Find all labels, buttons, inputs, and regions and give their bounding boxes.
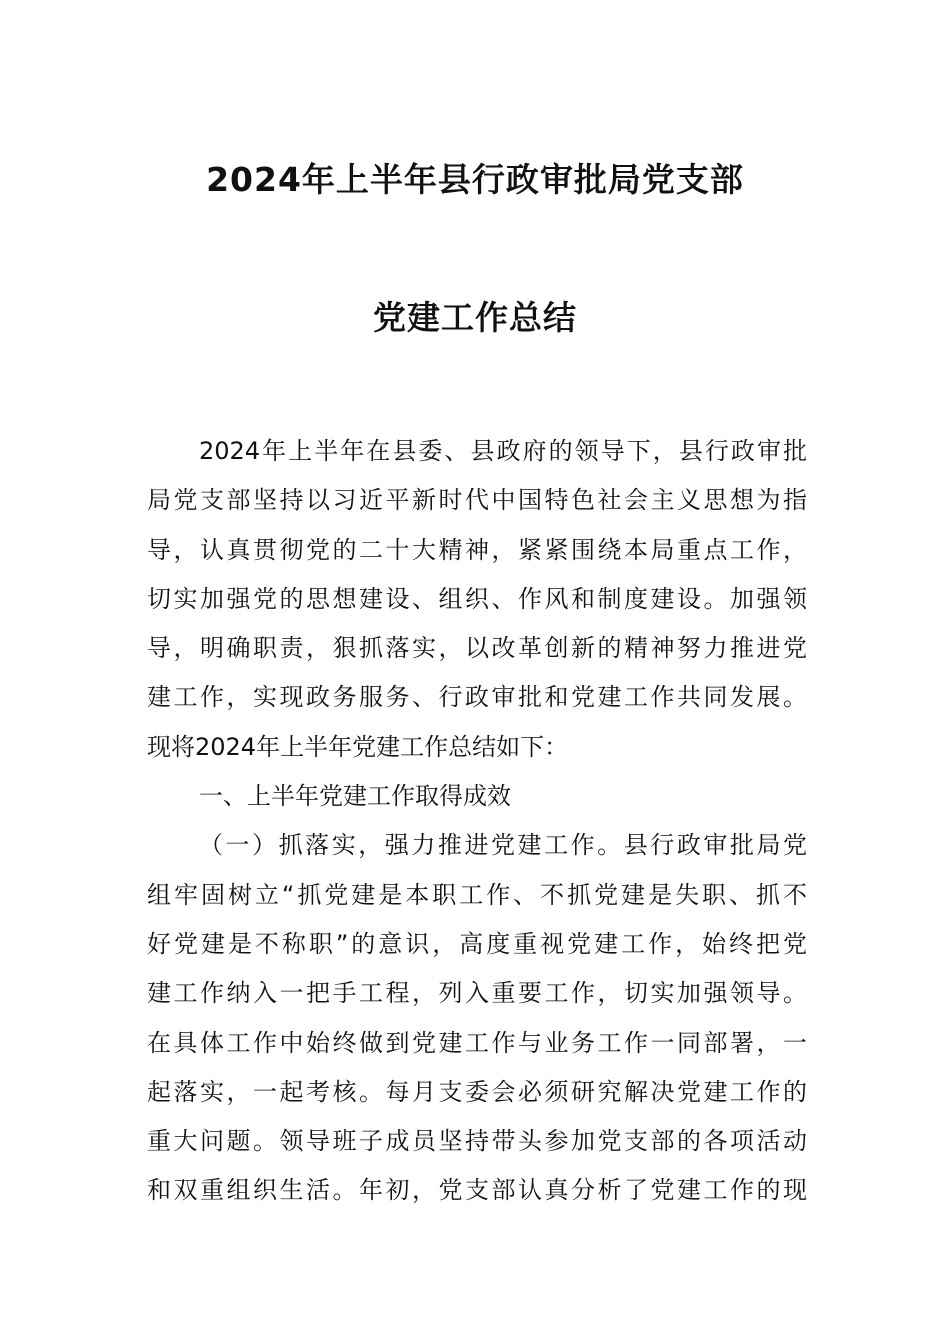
body-text-line: 好党建是不称职”的意识，高度重视党建工作，始终把党 <box>147 929 807 958</box>
document-body <box>147 427 807 1216</box>
body-text-line: 导，明确职责，狠抓落实，以改革创新的精神努力推进党 <box>147 634 807 663</box>
document-title-line-1: 2024年上半年县行政审批局党支部 <box>206 160 744 199</box>
body-text-line: 2024年上半年在县委、县政府的领导下，县行政审批 <box>199 437 807 465</box>
body-text-line: 和双重组织生活。年初，党支部认真分析了党建工作的现 <box>147 1176 807 1205</box>
body-text-line: 一、上半年党建工作取得成效 <box>199 782 511 811</box>
document-title-line-2: 党建工作总结 <box>373 298 577 337</box>
body-text-line: （一）抓落实，强力推进党建工作。县行政审批局党 <box>199 831 807 860</box>
body-text-line: 在具体工作中始终做到党建工作与业务工作一同部署，一 <box>147 1028 807 1057</box>
body-text-line: 导，认真贯彻党的二十大精神，紧紧围绕本局重点工作， <box>147 535 807 564</box>
body-text-line: 建工作纳入一把手工程，列入重要工作，切实加强领导。 <box>147 979 807 1008</box>
body-text-line: 组牢固树立“抓党建是本职工作、不抓党建是失职、抓不 <box>147 880 807 909</box>
body-text-line: 起落实，一起考核。每月支委会必须研究解决党建工作的 <box>147 1077 807 1106</box>
body-text-line: 局党支部坚持以习近平新时代中国特色社会主义思想为指 <box>147 486 807 515</box>
body-text-line: 重大问题。领导班子成员坚持带头参加党支部的各项活动 <box>147 1127 807 1156</box>
body-text-line: 现将2024年上半年党建工作总结如下： <box>147 732 569 761</box>
body-text-line: 建工作，实现政务服务、行政审批和党建工作共同发展。 <box>147 683 807 712</box>
body-text-line: 切实加强党的思想建设、组织、作风和制度建设。加强领 <box>147 584 807 613</box>
